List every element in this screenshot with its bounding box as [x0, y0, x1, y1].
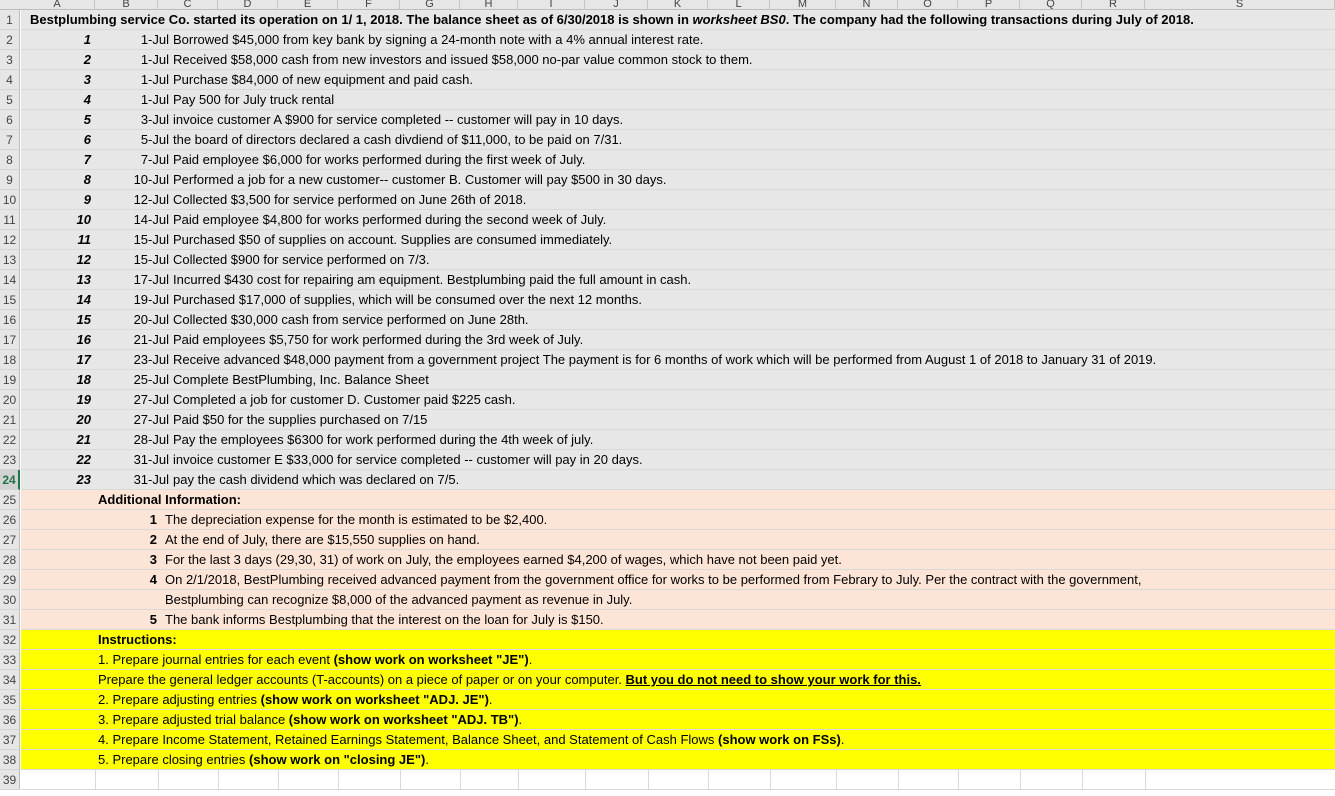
- column-header-i[interactable]: I: [518, 0, 585, 10]
- transaction-description: Purchased $50 of supplies on account. Supplies are consumed immediately.: [173, 232, 613, 247]
- row-header-26[interactable]: 26: [0, 510, 20, 530]
- sheet-row[interactable]: [21, 170, 1335, 190]
- instruction-bold-text: (show work on worksheet "JE"): [333, 652, 529, 667]
- cell-gridline: [648, 770, 649, 790]
- transaction-date: 1-Jul: [140, 32, 169, 47]
- transaction-number: 2: [83, 52, 91, 67]
- row-header-30[interactable]: 30: [0, 590, 20, 610]
- cell-gridline: [1020, 770, 1021, 790]
- additional-number: 3: [149, 552, 157, 567]
- sheet-row[interactable]: [21, 210, 1335, 230]
- transaction-description: invoice customer A $900 for service completed -- customer will pay in 10 days.: [173, 112, 624, 127]
- column-header-r[interactable]: R: [1082, 0, 1145, 10]
- transaction-number: 1: [83, 32, 91, 47]
- transaction-description: Complete BestPlumbing, Inc. Balance Sheet: [173, 372, 429, 387]
- instruction-text: 2. Prepare adjusting entries: [98, 692, 261, 707]
- instruction-underlined-text: But you do not need to show your work for this.: [625, 672, 921, 687]
- sheet-row[interactable]: [21, 250, 1335, 270]
- sheet-row[interactable]: [21, 10, 1335, 30]
- transaction-date: 7-Jul: [140, 152, 169, 167]
- row-header-9[interactable]: 9: [0, 170, 20, 190]
- column-header-p[interactable]: P: [958, 0, 1020, 10]
- transaction-number: 18: [76, 372, 91, 387]
- cell-gridline: [338, 770, 339, 790]
- column-header-q[interactable]: Q: [1020, 0, 1082, 10]
- row-header-18[interactable]: 18: [0, 350, 20, 370]
- sheet-row[interactable]: [21, 590, 1335, 610]
- sheet-row[interactable]: [21, 150, 1335, 170]
- sheet-row[interactable]: [21, 530, 1335, 550]
- transaction-number: 14: [76, 292, 91, 307]
- instruction-bold-text: (show work on "closing JE"): [249, 752, 426, 767]
- sheet-row[interactable]: [21, 30, 1335, 50]
- sheet-row[interactable]: [21, 770, 1335, 790]
- row-header-39[interactable]: 39: [0, 770, 20, 790]
- column-header-f[interactable]: F: [338, 0, 400, 10]
- column-header-h[interactable]: H: [460, 0, 518, 10]
- transaction-description: Pay the employees $6300 for work performed during the 4th week of july.: [173, 432, 594, 447]
- column-header-s[interactable]: S: [1145, 0, 1335, 10]
- transaction-date: 14-Jul: [133, 212, 169, 227]
- transaction-number: 7: [83, 152, 91, 167]
- sheet-row[interactable]: [21, 670, 1335, 690]
- row-header-21[interactable]: 21: [0, 410, 20, 430]
- transaction-description: Purchase $84,000 of new equipment and paid cash.: [173, 72, 473, 87]
- row-header-16[interactable]: 16: [0, 310, 20, 330]
- cell-gridline: [158, 770, 159, 790]
- sheet-row[interactable]: [21, 330, 1335, 350]
- transaction-description: pay the cash dividend which was declared on 7/5.: [173, 472, 460, 487]
- transaction-description: Purchased $17,000 of supplies, which will be consumed over the next 12 months.: [173, 292, 642, 307]
- row-header-19[interactable]: 19: [0, 370, 20, 390]
- row-header-7[interactable]: 7: [0, 130, 20, 150]
- instruction-bold-text: (show work on worksheet "ADJ. JE"): [260, 692, 489, 707]
- title-tail: . The company had the following transactions during July of 2018.: [785, 12, 1194, 27]
- row-header-23[interactable]: 23: [0, 450, 20, 470]
- transaction-number: 9: [83, 192, 91, 207]
- row-header-3[interactable]: 3: [0, 50, 20, 70]
- row-header-10[interactable]: 10: [0, 190, 20, 210]
- cell-gridline: [218, 770, 219, 790]
- transaction-date: 10-Jul: [133, 172, 169, 187]
- row-header-36[interactable]: 36: [0, 710, 20, 730]
- sheet-row[interactable]: [21, 310, 1335, 330]
- row-header-17[interactable]: 17: [0, 330, 20, 350]
- row-header-29[interactable]: 29: [0, 570, 20, 590]
- row-header-4[interactable]: 4: [0, 70, 20, 90]
- transaction-date: 31-Jul: [133, 472, 169, 487]
- cell-gridline: [836, 770, 837, 790]
- sheet-row[interactable]: [21, 270, 1335, 290]
- additional-text: On 2/1/2018, BestPlumbing received advanced payment from the government office for works to be performed from Febrary to July. Per the contract with the government,: [165, 572, 1142, 587]
- additional-text: The bank informs Bestplumbing that the interest on the loan for July is $150.: [165, 612, 604, 627]
- sheet-row[interactable]: [21, 710, 1335, 730]
- additional-text: The depreciation expense for the month is estimated to be $2,400.: [165, 512, 548, 527]
- additional-text: For the last 3 days (29,30, 31) of work on July, the employees earned $4,200 of wages, which have not been paid yet.: [165, 552, 842, 567]
- sheet-row[interactable]: [21, 510, 1335, 530]
- row-header-24[interactable]: 24: [0, 470, 20, 490]
- instruction-punct: .: [528, 652, 533, 667]
- transaction-description: Collected $900 for service performed on 7/3.: [173, 252, 430, 267]
- transaction-number: 13: [76, 272, 91, 287]
- additional-text: Bestplumbing can recognize $8,000 of the advanced payment as revenue in July.: [165, 592, 633, 607]
- column-header-n[interactable]: N: [836, 0, 898, 10]
- sheet-row[interactable]: [21, 190, 1335, 210]
- sheet-row[interactable]: [21, 430, 1335, 450]
- sheet-row[interactable]: [21, 90, 1335, 110]
- column-header-l[interactable]: L: [708, 0, 770, 10]
- row-header-14[interactable]: 14: [0, 270, 20, 290]
- row-header-25[interactable]: 25: [0, 490, 20, 510]
- row-header-1[interactable]: 1: [0, 10, 20, 30]
- transaction-number: 6: [83, 132, 91, 147]
- instructions-header: Instructions:: [98, 632, 177, 647]
- transaction-date: 27-Jul: [133, 392, 169, 407]
- transaction-date: 23-Jul: [133, 352, 169, 367]
- cell-gridline: [1082, 770, 1083, 790]
- row-header-37[interactable]: 37: [0, 730, 20, 750]
- transaction-number: 22: [76, 452, 91, 467]
- transaction-date: 19-Jul: [133, 292, 169, 307]
- transaction-number: 21: [76, 432, 91, 447]
- transaction-number: 20: [76, 412, 91, 427]
- transaction-description: Completed a job for customer D. Customer paid $225 cash.: [173, 392, 516, 407]
- column-header-o[interactable]: O: [898, 0, 958, 10]
- sheet-row[interactable]: [21, 750, 1335, 770]
- row-header-27[interactable]: 27: [0, 530, 20, 550]
- transaction-description: invoice customer E $33,000 for service completed -- customer will pay in 20 days.: [173, 452, 643, 467]
- transaction-date: 17-Jul: [133, 272, 169, 287]
- transaction-date: 5-Jul: [140, 132, 169, 147]
- column-header-m[interactable]: M: [770, 0, 836, 10]
- instruction-line: [98, 690, 493, 710]
- sheet-row[interactable]: [21, 370, 1335, 390]
- transaction-date: 15-Jul: [133, 252, 169, 267]
- title-text: Bestplumbing service Co. started its operation on 1/ 1, 2018. The balance sheet as of 6/30/2018 is shown in: [30, 12, 693, 27]
- transaction-description: Received $58,000 cash from new investors and issued $58,000 no-par value common stock to them.: [173, 52, 753, 67]
- sheet-row[interactable]: [21, 650, 1335, 670]
- transaction-number: 19: [76, 392, 91, 407]
- transaction-description: Paid $50 for the supplies purchased on 7/15: [173, 412, 428, 427]
- sheet-row[interactable]: [21, 730, 1335, 750]
- transaction-date: 1-Jul: [140, 52, 169, 67]
- row-header-13[interactable]: 13: [0, 250, 20, 270]
- sheet-row[interactable]: [21, 490, 1335, 510]
- transaction-description: Collected $3,500 for service performed on June 26th of 2018.: [173, 192, 527, 207]
- instruction-text: Prepare the general ledger accounts (T-accounts) on a piece of paper or on your computer.: [98, 672, 626, 687]
- sheet-row[interactable]: [21, 690, 1335, 710]
- transaction-number: 11: [77, 232, 91, 247]
- instruction-punct: .: [840, 732, 845, 747]
- transaction-date: 12-Jul: [133, 192, 169, 207]
- transaction-description: Receive advanced $48,000 payment from a government project The payment is for 6 months of work which will be performed from August 1 of 2018 to January 31 of 2019.: [173, 352, 1157, 367]
- instruction-line: [98, 650, 532, 670]
- instruction-text: 4. Prepare Income Statement, Retained Earnings Statement, Balance Sheet, and Statement of Cash Flows: [98, 732, 719, 747]
- additional-number: 2: [149, 532, 157, 547]
- sheet-row[interactable]: [21, 570, 1335, 590]
- instruction-text: 1. Prepare journal entries for each event: [98, 652, 334, 667]
- row-header-34[interactable]: 34: [0, 670, 20, 690]
- row-header-12[interactable]: 12: [0, 230, 20, 250]
- row-header-20[interactable]: 20: [0, 390, 20, 410]
- sheet-row[interactable]: [21, 350, 1335, 370]
- instruction-punct: .: [518, 712, 523, 727]
- row-header-31[interactable]: 31: [0, 610, 20, 630]
- transaction-date: 15-Jul: [133, 232, 169, 247]
- instruction-text: 5. Prepare closing entries: [98, 752, 250, 767]
- column-header-b[interactable]: B: [95, 0, 158, 10]
- transaction-description: Borrowed $45,000 from key bank by signing a 24-month note with a 4% annual interest rate.: [173, 32, 704, 47]
- select-all-corner[interactable]: [0, 0, 21, 10]
- sheet-row[interactable]: [21, 410, 1335, 430]
- instruction-bold-text: (show work on worksheet "ADJ. TB"): [288, 712, 519, 727]
- sheet-row[interactable]: [21, 470, 1335, 490]
- transaction-date: 28-Jul: [133, 432, 169, 447]
- row-header-22[interactable]: 22: [0, 430, 20, 450]
- transaction-description: Paid employee $4,800 for works performed during the second week of July.: [173, 212, 607, 227]
- additional-number: 4: [149, 572, 157, 587]
- column-header-a[interactable]: A: [20, 0, 95, 10]
- transaction-description: the board of directors declared a cash divdiend of $11,000, to be paid on 7/31.: [173, 132, 623, 147]
- row-header-15[interactable]: 15: [0, 290, 20, 310]
- row-header-35[interactable]: 35: [0, 690, 20, 710]
- transaction-number: 12: [76, 252, 91, 267]
- instruction-punct: .: [425, 752, 429, 767]
- title-worksheet-ref: worksheet BS0: [692, 12, 786, 27]
- transaction-date: 1-Jul: [140, 72, 169, 87]
- transaction-number: 15: [76, 312, 91, 327]
- column-header-j[interactable]: J: [585, 0, 648, 10]
- row-header-8[interactable]: 8: [0, 150, 20, 170]
- row-header-5[interactable]: 5: [0, 90, 20, 110]
- cell-gridline: [958, 770, 959, 790]
- transaction-description: Collected $30,000 cash from service performed on June 28th.: [173, 312, 529, 327]
- cell-gridline: [278, 770, 279, 790]
- sheet-row[interactable]: [21, 550, 1335, 570]
- transaction-date: 27-Jul: [133, 412, 169, 427]
- cell-gridline: [460, 770, 461, 790]
- transaction-date: 3-Jul: [140, 112, 169, 127]
- cell-gridline: [770, 770, 771, 790]
- instruction-line: [98, 730, 844, 750]
- column-header-k[interactable]: K: [648, 0, 708, 10]
- transaction-number: 17: [76, 352, 91, 367]
- instruction-punct: .: [488, 692, 493, 707]
- row-header-32[interactable]: 32: [0, 630, 20, 650]
- cell-gridline: [1145, 770, 1146, 790]
- transaction-date: 1-Jul: [140, 92, 169, 107]
- transaction-date: 31-Jul: [133, 452, 169, 467]
- transaction-number: 4: [83, 92, 91, 107]
- sheet-row[interactable]: [21, 130, 1335, 150]
- transaction-number: 23: [76, 472, 91, 487]
- additional-number: 1: [149, 512, 157, 527]
- row-header-2[interactable]: 2: [0, 30, 20, 50]
- instruction-line: [98, 710, 522, 730]
- transaction-description: Performed a job for a new customer-- customer B. Customer will pay $500 in 30 days.: [173, 172, 667, 187]
- cell-gridline: [585, 770, 586, 790]
- column-header-e[interactable]: E: [278, 0, 338, 10]
- transaction-number: 10: [76, 212, 91, 227]
- instruction-line: [98, 670, 921, 690]
- sheet-row[interactable]: [21, 390, 1335, 410]
- transaction-number: 5: [83, 112, 91, 127]
- transaction-description: Incurred $430 cost for repairing am equipment. Bestplumbing paid the full amount in cash.: [173, 272, 692, 287]
- column-header-g[interactable]: G: [400, 0, 460, 10]
- transaction-date: 21-Jul: [133, 332, 169, 347]
- cell-gridline: [708, 770, 709, 790]
- instruction-text: 3. Prepare adjusted trial balance: [98, 712, 289, 727]
- row-header-28[interactable]: 28: [0, 550, 20, 570]
- cell-gridline: [400, 770, 401, 790]
- row-header-6[interactable]: 6: [0, 110, 20, 130]
- title-cell: [30, 10, 1194, 30]
- additional-number: 5: [149, 612, 157, 627]
- instruction-bold-text: (show work on FSs): [718, 732, 841, 747]
- sheet-row[interactable]: [21, 50, 1335, 70]
- cell-gridline: [95, 770, 96, 790]
- row-header-33[interactable]: 33: [0, 650, 20, 670]
- cell-gridline: [898, 770, 899, 790]
- row-header-11[interactable]: 11: [0, 210, 20, 230]
- column-header-d[interactable]: D: [218, 0, 278, 10]
- column-header-c[interactable]: C: [158, 0, 218, 10]
- transaction-description: Paid employee $6,000 for works performed during the first week of July.: [173, 152, 586, 167]
- sheet-row[interactable]: [21, 230, 1335, 250]
- additional-info-header: Additional Information:: [98, 492, 241, 507]
- transaction-number: 3: [83, 72, 91, 87]
- transaction-date: 20-Jul: [133, 312, 169, 327]
- sheet-row[interactable]: [21, 450, 1335, 470]
- transaction-description: Paid employees $5,750 for work performed during the 3rd week of July.: [173, 332, 584, 347]
- transaction-number: 8: [83, 172, 91, 187]
- transaction-date: 25-Jul: [133, 372, 169, 387]
- transaction-number: 16: [76, 332, 91, 347]
- sheet-row[interactable]: [21, 290, 1335, 310]
- sheet-row[interactable]: [21, 110, 1335, 130]
- transaction-description: Pay 500 for July truck rental: [173, 92, 335, 107]
- cell-gridline: [518, 770, 519, 790]
- row-header-38[interactable]: 38: [0, 750, 20, 770]
- additional-text: At the end of July, there are $15,550 supplies on hand.: [165, 532, 480, 547]
- sheet-row[interactable]: [21, 70, 1335, 90]
- sheet-row[interactable]: [21, 610, 1335, 630]
- sheet-row[interactable]: [21, 630, 1335, 650]
- instruction-line: [98, 750, 429, 770]
